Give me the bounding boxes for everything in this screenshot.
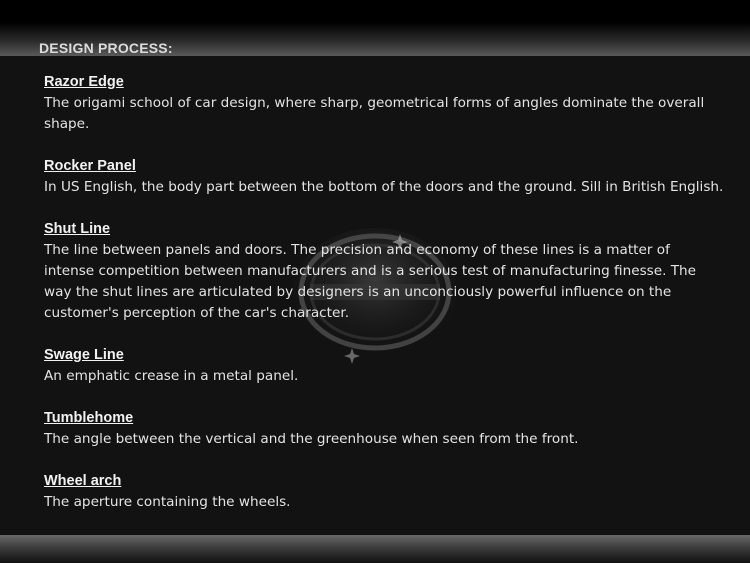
term-heading: Wheel arch — [44, 473, 122, 489]
term-definition: The origami school of car design, where sharp, geometrical forms of angles dominate the overall shape. — [44, 95, 705, 132]
term-definition: In US English, the body part between the bottom of the doors and the ground. Sill in British English. — [44, 179, 724, 195]
term-definition: An emphatic crease in a metal panel. — [44, 368, 299, 384]
term-heading: Razor Edge — [44, 74, 124, 90]
glossary-entry-shut-line — [44, 219, 724, 324]
term-heading: Swage Line — [44, 347, 124, 363]
term-heading: Rocker Panel — [44, 158, 136, 174]
term-heading: Shut Line — [44, 221, 111, 237]
term-definition: The aperture containing the wheels. — [44, 494, 291, 510]
glossary-list — [44, 72, 724, 534]
glossary-entry-razor-edge — [44, 72, 724, 135]
footer-bar — [0, 535, 750, 563]
glossary-entry-swage-line — [44, 345, 724, 387]
page-title: DESIGN PROCESS: — [39, 40, 173, 56]
term-definition: The line between panels and doors. The precision and economy of these lines is a matter of intense competition between manufacturers and is a serious test of manufacturing finesse. The way the shut lines are articulated by designers is an unconciously powerful influence on the customer's perception of the car's character. — [44, 242, 697, 321]
term-definition: The angle between the vertical and the greenhouse when seen from the front. — [44, 431, 579, 447]
term-heading: Tumblehome — [44, 410, 134, 426]
glossary-entry-wheel-arch — [44, 471, 724, 513]
glossary-entry-rocker-panel — [44, 156, 724, 198]
glossary-entry-tumblehome — [44, 408, 724, 450]
